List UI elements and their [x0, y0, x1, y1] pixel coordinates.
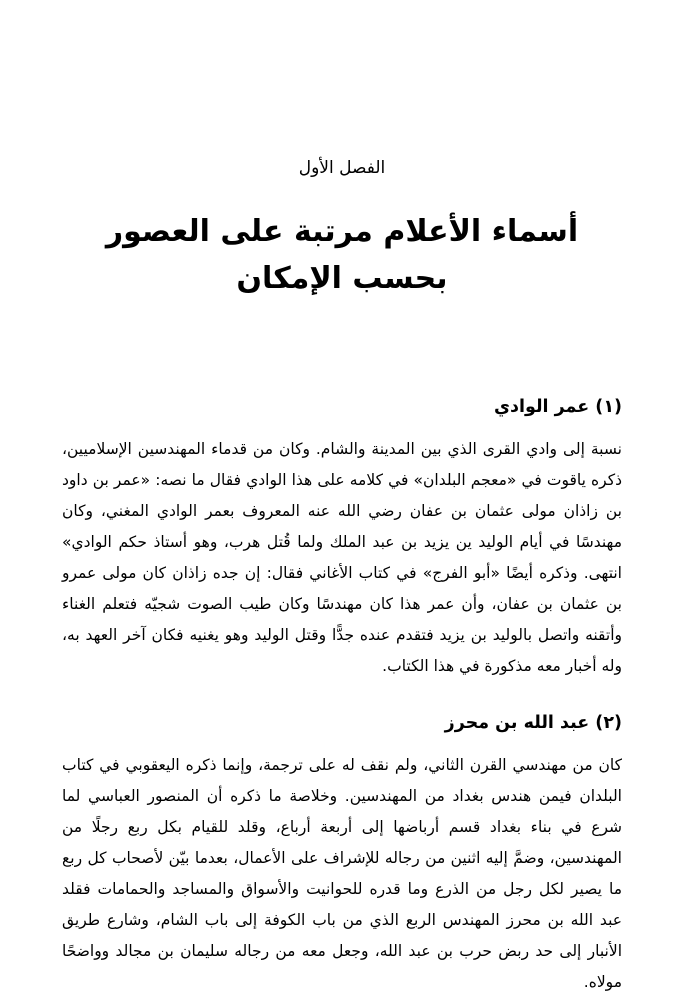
chapter-label: الفصل الأول	[298, 158, 386, 178]
entry-abdullah-ibn-muhriz	[62, 710, 622, 998]
entry-body-2: كان من مهندسي القرن الثاني، ولم نقف له على ترجمة، وإنما ذكره اليعقوبي في كتاب البلدان فيمن هندس بغداد من المهندسين. وخلاصة ما ذكره أن المنصور العباسي لما شرع في بناء بغداد قسم أرباضها إلى أربعة أرباع، وقلد للقيام بكل ربع رجلًا من المهندسين، وضمَّ إليه اثنين من رجاله للإشراف على الأعمال، بعدما بيّن لأصحاب كل ربع ما يصير لكل رجل من الذرع وما قدره للحوانيت والأسواق والمساجد والحمامات فقلد عبد الله بن محرز المهندس الربع الذي من باب الكوفة إلى باب الشام، وشارع طريق الأنبار إلى حد ربض حرب بن عبد الله، وجعل معه من رجاله سليمان بن مجالد وواضحًا مولاه.	[62, 756, 622, 991]
entry-omar-alwadi	[62, 394, 622, 682]
entry-heading-2: (٢) عبد الله بن محرز	[444, 713, 622, 733]
entry-body-1: نسبة إلى وادي القرى الذي بين المدينة والشام. وكان من قدماء المهندسين الإسلاميين، ذكره ياقوت في «معجم البلدان» في كلامه على هذا الوادي فقال ما نصه: «عمر بن داود بن زاذان مولى عثمان بن عفان رضي الله عنه المعروف بعمر الوادي المغني، وكان مهندسًا في أيام الوليد ين يزيد بن عبد الملك ولما قُتل هرب، وهو أستاذ حكم الوادي» انتهى. وذكره أيضًا «أبو الفرج» في كتاب الأغاني فقال: إن جده زاذان كان مولى عمرو بن عثمان بن عفان، وأن عمر هذا كان مهندسًا وكان طيب الصوت شجيّه فتعلم الغناء وأتقنه واتصل بالوليد بن يزيد فتقدم عنده جدًّا وقتل الوليد وهو يغنيه فكان آخر العهد به، وله أخبار معه مذكورة في هذا الكتاب.	[62, 440, 622, 675]
page-title: أسماء الأعلام مرتبة على العصور بحسب الإمكان	[105, 214, 579, 296]
entry-heading-1: (١) عمر الوادي	[493, 397, 622, 417]
